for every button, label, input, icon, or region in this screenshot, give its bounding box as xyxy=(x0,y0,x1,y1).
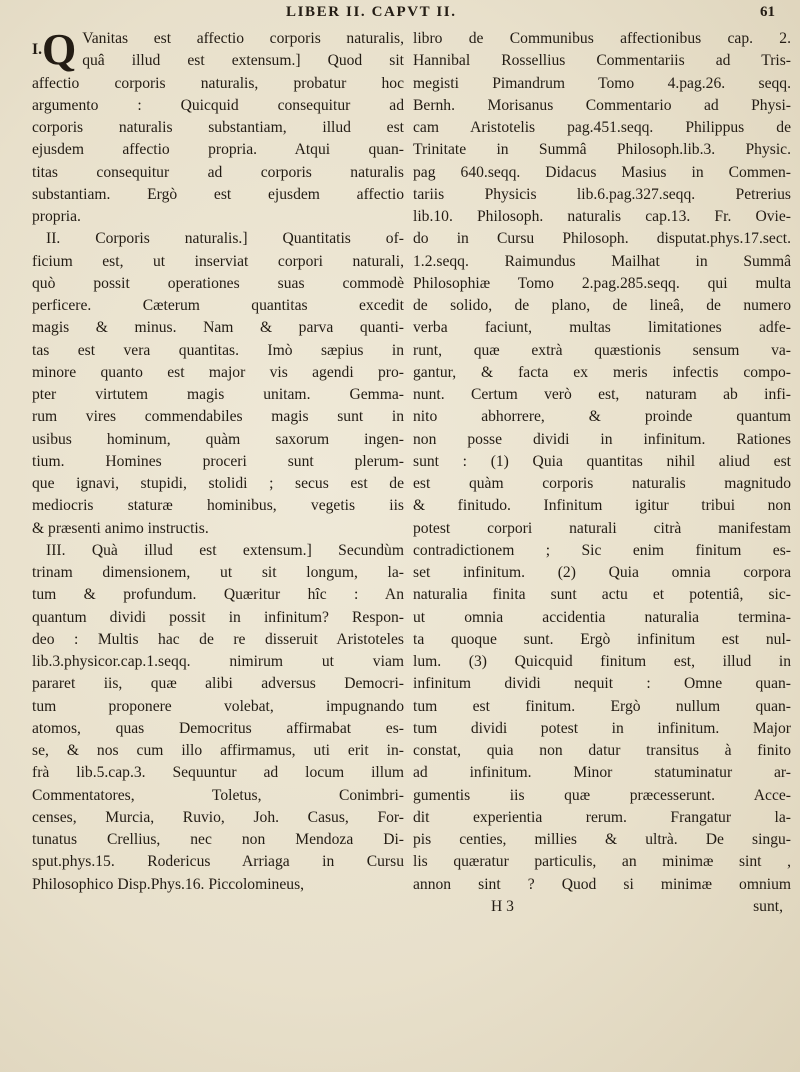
text-line: que ignavi, stupidi, stolidi ; secus est de xyxy=(32,475,404,492)
text-line: non posse dividi in infinitum. Rationes xyxy=(413,430,791,448)
text-line: Vanitas est affectio corporis naturalis, xyxy=(82,30,404,47)
text-line: sunt : (1) Quia quantitas nihil aliud est xyxy=(413,452,791,470)
text-line: affectio corporis naturalis, probatur hoc xyxy=(32,74,404,92)
text-line: II. Corporis naturalis.] Quantitatis of- xyxy=(46,230,404,248)
text-line: tium. Homines proceri sunt plerum- xyxy=(32,452,404,470)
text-line: nunt. Certum verò est, naturam ab infi- xyxy=(413,386,791,403)
text-line: ficium est, ut inserviat corpori naturali, xyxy=(32,252,404,270)
text-line: quantum dividi possit in infinitum? Respon- xyxy=(32,608,404,626)
text-line: de solido, de plano, de lineâ, de numero xyxy=(413,297,791,314)
catchword: sunt, xyxy=(753,897,783,915)
text-line: atomos, quas Democritus affirmabat es- xyxy=(32,719,404,737)
text-line: annon sint ? Quod si minimæ omnium xyxy=(413,875,791,893)
drop-cap xyxy=(32,25,77,74)
text-line: rum vires commendabiles magis sunt in xyxy=(32,408,404,426)
opening-block xyxy=(32,25,404,74)
text-line: magis & minus. Nam & parva quanti- xyxy=(32,319,404,337)
text-line: cam Aristotelis pag.451.seqq. Philippus de xyxy=(413,119,791,136)
text-line: & finitudo. Infinitum igitur tribui non xyxy=(413,497,791,515)
text-line: quò possit operationes suas commodè xyxy=(32,274,404,292)
text-line: gantur, & facta ex meris infectis compo- xyxy=(413,363,791,381)
text-line: corporis naturalis substantiam, illud est xyxy=(32,119,404,136)
section-number: I. xyxy=(32,41,42,58)
text-line: lib.3.physicor.cap.1.seqq. nimirum ut viam xyxy=(32,653,404,670)
text-line: verba faciunt, multas limitationes adfe- xyxy=(413,319,791,337)
text-line: sput.phys.15. Rodericus Arriaga in Cursu xyxy=(32,853,404,871)
drop-cap-letter: Q xyxy=(41,25,77,74)
signature-mark: H 3 xyxy=(491,897,514,915)
text-line: constat, quia non datur transitus à finito xyxy=(413,742,791,759)
text-line: infinitum dividi nequit : Omne quan- xyxy=(413,675,791,693)
text-line: Trinitate in Summâ Philosoph.lib.3. Physic. xyxy=(413,141,791,159)
left-column xyxy=(32,25,404,896)
text-line: quâ illud est extensum.] Quod sit xyxy=(82,52,404,70)
text-line: usibus hominum, quàm saxorum ingen- xyxy=(32,430,404,448)
text-line: tas est vera quantitas. Imò sæpius in xyxy=(32,341,404,359)
text-line: Commentatores, Toletus, Conimbri- xyxy=(32,786,404,804)
text-line: ad infinitum. Minor statuminatur ar- xyxy=(413,764,791,782)
text-line: pararet iis, quæ alibi adversus Democri- xyxy=(32,675,404,693)
text-line: ta quoque sunt. Ergò infinitum est nul- xyxy=(413,630,791,648)
text-line: Philosophico Disp.Phys.16. Piccolomineus, xyxy=(32,875,305,893)
text-line: minore quanto est major vis agendi pro- xyxy=(32,363,404,381)
page-number: 61 xyxy=(760,4,775,20)
text-line: perficere. Cæterum quantitas excedit xyxy=(32,297,404,314)
text-line: mediocris staturæ hominibus, vegetis iis xyxy=(32,497,404,515)
text-line: pis centies, millies & ultrà. De singu- xyxy=(413,831,791,848)
text-line: se, & nos cum illo affirmamus, uti erit in- xyxy=(32,742,404,759)
text-line: III. Quà illud est extensum.] Secundùm xyxy=(46,541,404,559)
text-line: gumentis iis quæ præcesserunt. Acce- xyxy=(413,786,791,804)
text-line: contradictionem ; Sic enim finitum es- xyxy=(413,541,791,559)
text-line: set infinitum. (2) Quia omnia corpora xyxy=(413,564,791,581)
text-line: substantiam. Ergò est ejusdem affectio xyxy=(32,185,404,203)
text-line: ut omnia accidentia naturalia termina- xyxy=(413,608,791,626)
text-line: tum proponere volebat, impugnando xyxy=(32,697,404,715)
text-line: tum & profundum. Quæritur hîc : An xyxy=(32,586,404,604)
text-line: est quàm corporis naturalis magnitudo xyxy=(413,475,791,492)
running-head: LIBER II. CAPVT II. xyxy=(286,4,457,20)
text-line: deo : Multis hac de re disseruit Aristoteles xyxy=(32,630,404,648)
text-line: dit experientia rerum. Frangatur la- xyxy=(413,808,791,826)
text-line: tariis Physicis lib.6.pag.327.seqq. Petrerius xyxy=(413,185,791,203)
text-line: do in Cursu Philosoph. disputat.phys.17.sect. xyxy=(413,230,791,248)
text-line: tum dividi potest in infinitum. Major xyxy=(413,719,791,737)
text-line: Bernh. Morisanus Commentario ad Physi- xyxy=(413,96,791,114)
text-line: propria. xyxy=(32,208,81,225)
page-header xyxy=(0,2,800,26)
text-line: tunatus Crellius, nec non Mendoza Di- xyxy=(32,831,404,848)
drop-cap-lines xyxy=(82,28,404,73)
text-line: lib.10. Philosoph. naturalis cap.13. Fr. Ovie- xyxy=(413,208,791,225)
text-line: Hannibal Rossellius Commentariis ad Tris- xyxy=(413,52,791,70)
signature-line xyxy=(413,896,791,918)
text-line: libro de Communibus affectionibus cap. 2. xyxy=(413,30,791,47)
text-line: ejusdem affectio propria. Atqui quan- xyxy=(32,141,404,159)
text-line: frà lib.5.cap.3. Sequuntur ad locum illum xyxy=(32,764,404,782)
text-line: pag 640.seqq. Didacus Masius in Commen- xyxy=(413,163,791,181)
text-line: trinam dimensionem, ut sit longum, la- xyxy=(32,564,404,581)
text-line: lum. (3) Quicquid finitum est, illud in xyxy=(413,653,791,670)
text-line: 1.2.seqq. Raimundus Mailhat in Summâ xyxy=(413,252,791,270)
text-line: megisti Pimandrum Tomo 4.pag.26. seqq. xyxy=(413,74,791,92)
text-line: nito abhorrere, & proinde quantum xyxy=(413,408,791,426)
text-line: tum est finitum. Ergò nullum quan- xyxy=(413,697,791,715)
text-line: naturalia finita sunt actu et potentiâ, sic- xyxy=(413,586,791,604)
text-line: Philosophiæ Tomo 2.pag.285.seqq. qui multa xyxy=(413,274,791,292)
text-line: runt, quæ extrà quæstionis sensum va- xyxy=(413,341,791,359)
text-line: argumento : Quicquid consequitur ad xyxy=(32,96,404,114)
text-line: pter virtutem magis unitam. Gemma- xyxy=(32,386,404,403)
text-line: & præsenti animo instructis. xyxy=(32,519,209,537)
right-column xyxy=(413,28,791,918)
text-line: lis quæratur particulis, an minimæ sint , xyxy=(413,853,791,871)
text-line: potest corpori naturali citrà manifestam xyxy=(413,519,791,537)
text-line: censes, Murcia, Ruvio, Joh. Casus, For- xyxy=(32,808,404,826)
text-line: titas consequitur ad corporis naturalis xyxy=(32,163,404,181)
